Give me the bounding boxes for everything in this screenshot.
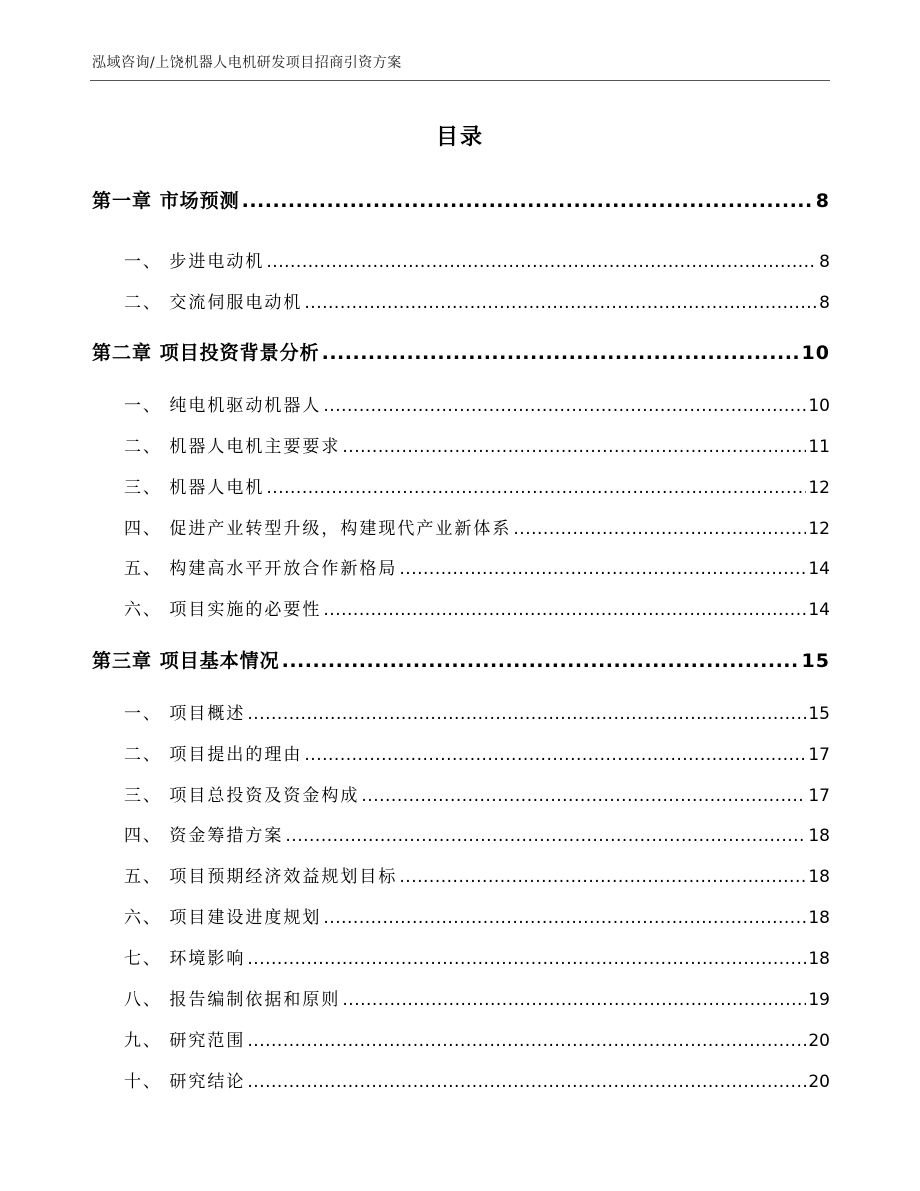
toc-entry-section[interactable]	[92, 473, 830, 498]
toc-entry-section[interactable]	[92, 862, 830, 887]
dot-leader	[247, 704, 806, 724]
toc-entry-section[interactable]	[92, 699, 830, 724]
toc-entry-page: 14	[808, 600, 830, 620]
toc-entry-section[interactable]	[92, 1026, 830, 1051]
toc-entry-section[interactable]	[92, 432, 830, 457]
toc-entry-label: 四、 促进产业转型升级，构建现代产业新体系	[124, 519, 512, 539]
dot-leader	[342, 990, 806, 1010]
toc-entry-section[interactable]	[92, 821, 830, 846]
toc-entry-label: 三、 项目总投资及资金构成	[124, 786, 360, 806]
toc-entry-chapter-1[interactable]	[92, 186, 830, 213]
toc-entry-section[interactable]	[92, 288, 830, 313]
toc-entry-label: 六、 项目实施的必要性	[124, 600, 322, 620]
toc-entry-label: 一、 纯电机驱动机器人	[124, 396, 322, 416]
toc-entry-page: 12	[808, 478, 830, 498]
toc-entry-section[interactable]	[92, 985, 830, 1010]
toc-entry-label: 十、 研究结论	[124, 1072, 246, 1092]
toc-entry-page: 11	[808, 437, 830, 457]
toc-entry-section[interactable]	[92, 781, 830, 806]
dot-leader	[266, 478, 806, 498]
toc-entry-page: 15	[801, 650, 830, 672]
toc-entry-section[interactable]	[92, 740, 830, 765]
toc-title: 目录	[435, 125, 484, 150]
toc-entry-section[interactable]	[92, 903, 830, 928]
toc-entry-label: 六、 项目建设进度规划	[124, 908, 322, 928]
running-header: 泓域咨询/上饶机器人电机研发项目招商引资方案	[92, 55, 402, 71]
toc-entry-page: 8	[819, 252, 830, 272]
toc-entry-label: 一、 步进电动机	[124, 252, 265, 272]
dot-leader	[247, 1031, 806, 1051]
toc-entry-page: 19	[808, 990, 830, 1010]
toc-entry-page: 14	[808, 559, 830, 579]
toc-entry-section[interactable]	[92, 247, 830, 272]
toc-entry-label: 七、 环境影响	[124, 949, 246, 969]
toc-entry-page: 18	[808, 949, 830, 969]
dot-leader	[242, 190, 814, 212]
toc-entry-label: 二、 机器人电机主要要求	[124, 437, 341, 457]
dot-leader	[361, 786, 806, 806]
toc-entry-page: 8	[819, 293, 830, 313]
toc-entry-section[interactable]	[92, 514, 830, 539]
dot-leader	[323, 908, 806, 928]
dot-leader	[266, 252, 817, 272]
toc-entry-page: 18	[808, 867, 830, 887]
toc-entry-label: 一、 项目概述	[124, 704, 246, 724]
toc-entry-page: 17	[808, 745, 830, 765]
toc-entry-page: 10	[801, 342, 830, 364]
toc-entry-page: 20	[808, 1031, 830, 1051]
toc-entry-label: 八、 报告编制依据和原则	[124, 990, 341, 1010]
toc-entry-section[interactable]	[92, 391, 830, 416]
dot-leader	[399, 867, 806, 887]
toc-entry-label: 第三章 项目基本情况	[92, 650, 280, 672]
toc-entry-label: 九、 研究范围	[124, 1031, 246, 1051]
header-divider	[90, 80, 830, 81]
toc-entry-section[interactable]	[92, 554, 830, 579]
dot-leader	[323, 396, 806, 416]
toc-entry-section[interactable]	[92, 944, 830, 969]
dot-leader	[399, 559, 806, 579]
toc-entry-label: 三、 机器人电机	[124, 478, 265, 498]
toc-entry-label: 四、 资金筹措方案	[124, 826, 284, 846]
dot-leader	[322, 342, 800, 364]
toc-entry-label: 第一章 市场预测	[92, 190, 240, 212]
toc-entry-label: 二、 项目提出的理由	[124, 745, 303, 765]
toc-entry-page: 10	[808, 396, 830, 416]
dot-leader	[282, 650, 800, 672]
dot-leader	[304, 745, 806, 765]
toc-entry-page: 17	[808, 786, 830, 806]
dot-leader	[285, 826, 806, 846]
dot-leader	[323, 600, 806, 620]
dot-leader	[342, 437, 806, 457]
toc-entry-page: 8	[815, 190, 830, 212]
toc-entry-section[interactable]	[92, 595, 830, 620]
dot-leader	[247, 949, 806, 969]
toc-entry-label: 第二章 项目投资背景分析	[92, 342, 320, 364]
toc-entry-label: 五、 项目预期经济效益规划目标	[124, 867, 398, 887]
dot-leader	[513, 519, 806, 539]
toc-entry-chapter-2[interactable]	[92, 338, 830, 365]
dot-leader	[304, 293, 817, 313]
toc-entry-page: 18	[808, 908, 830, 928]
toc-entry-page: 12	[808, 519, 830, 539]
toc-entry-section[interactable]	[92, 1067, 830, 1092]
toc-entry-chapter-3[interactable]	[92, 646, 830, 673]
toc-entry-label: 五、 构建高水平开放合作新格局	[124, 559, 398, 579]
toc-entry-label: 二、 交流伺服电动机	[124, 293, 303, 313]
toc-entry-page: 20	[808, 1072, 830, 1092]
toc-entry-page: 15	[808, 704, 830, 724]
toc-entry-page: 18	[808, 826, 830, 846]
dot-leader	[247, 1072, 806, 1092]
